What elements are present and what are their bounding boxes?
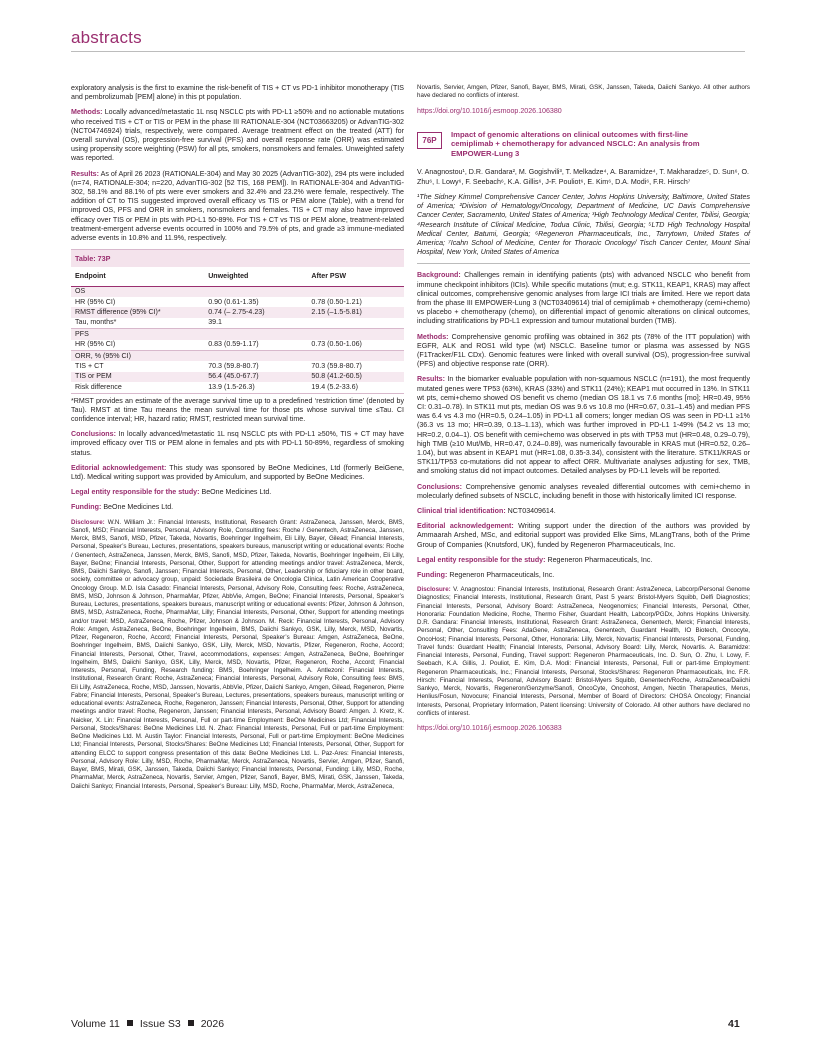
results-heading-76p: Results: xyxy=(417,375,445,384)
section-header: abstracts xyxy=(71,28,142,47)
conclusions-heading: Conclusions: xyxy=(71,430,116,439)
background-heading: Background: xyxy=(417,271,461,280)
results-heading: Results: xyxy=(71,169,99,178)
table-row xyxy=(71,382,404,393)
conclusions-paragraph-76p xyxy=(417,483,750,501)
table-cell: 2.15 (–1.5-5.81) xyxy=(307,307,404,317)
table-header-unweighted: Unweighted xyxy=(204,267,307,286)
table-cell: 13.9 (1.5-26.3) xyxy=(204,382,307,393)
table-cell: 70.3 (59.8-80.7) xyxy=(311,361,362,370)
table-cell xyxy=(307,318,404,329)
table-cell: OS xyxy=(71,286,204,297)
methods-heading: Methods: xyxy=(71,108,103,117)
table-row xyxy=(71,318,404,329)
doi-link-76p-prev[interactable]: https://doi.org/10.1016/j.esmoop.2026.106380 xyxy=(417,106,562,115)
table-cell: 56.4 (45.0-67.7) xyxy=(204,372,307,382)
table-cell xyxy=(307,329,404,340)
table-cell xyxy=(204,286,307,297)
disclosure-heading-76p: Disclosure: xyxy=(417,586,451,594)
table-cell: ORR, % (95% CI) xyxy=(71,351,204,362)
editorial-paragraph xyxy=(71,464,404,482)
table-cell: TIS or PEM xyxy=(71,372,204,382)
table-cell: 0.78 (0.50-1.21) xyxy=(311,297,362,306)
table-header-after-psw: After PSW xyxy=(307,267,404,286)
legal-text-76p: Regeneron Pharmaceuticals, Inc. xyxy=(547,555,653,564)
methods-paragraph xyxy=(71,108,404,163)
editorial-text-76p: Writing support under the direction of the authors was provided by Ammaarah Arshed, MSc, and editorial support was provided Elke Sims, MLangTrans, both of the Prime Group of Companies (Knutsford, UK), funded by Regeneron Pharmaceuticals, Inc. xyxy=(417,522,750,549)
table-row xyxy=(71,286,404,297)
conclusions-text-76p: Comprehensive genomic analyses revealed differential outcomes with cemi+chemo in molecularly defined subsets of NSCLC, including benefit in those with historically limited ICI response. xyxy=(417,482,750,500)
doi-link-76p[interactable]: https://doi.org/10.1016/j.esmoop.2026.106383 xyxy=(417,724,562,733)
table-row xyxy=(71,297,404,307)
background-text: Challenges remain in identifying patients (pts) with advanced NSCLC who benefit from immune checkpoint inhibitors (ICIs). While specific mutations (mut; e.g. STK11, KEAP1, KRAS) may affect clinical outcomes, comprehensive genomic analyses from large ICI trials are limited. Here we report data from the phase III EMPOWER-Lung 3 (NCT03409614) trial of cemiplimab + chemotherapy (cemi+chemo) vs placebo + chemotherapy (chemo), on differential impact of genomic alterations on clinical outcomes, including stratifications by PD-L1 expression and tumour mutational burden (TMB). xyxy=(417,271,750,326)
funding-heading-76p: Funding: xyxy=(417,571,448,579)
table-header-row xyxy=(71,267,404,286)
table-row xyxy=(71,372,404,382)
table-cell: 50.8 (41.2-60.5) xyxy=(307,372,404,382)
table-cell xyxy=(204,351,307,362)
table-cell: 0.90 (0.61-1.35) xyxy=(208,297,259,306)
table-cell: 0.83 (0.59-1.17) xyxy=(208,340,259,349)
disclosure-text: W.N. William Jr.: Financial Interests, Institutional, Research Grant: AstraZeneca, Janssen, Merck, BMS, Sanofi, MSD; Financial Interests, Personal, Advisory Role, Consulting fees: Roche / Genentech, AstraZeneca, Janssen, Merck, BMS, Sanofi, MSD, Pfizer, Takeda, Novartis, Boehringer Ingelheim, Eli Lilly, Bayer, Gilead; Financial Interests, Personal, Speaker’s Bureau, Lectures, presentations, speakers bureaus, manuscript writing or educational events: Roche / Genentech, AstraZeneca, Janssen, Merck, BMS, Sanofi, MSD, Pfizer, Takeda, Novartis, Boehringer Ingelheim, Eli Lilly, Bayer, BeOne; Financial Interests, Personal, Other, Support for attending meetings and/or travel: AstraZeneca, Merck, BMS, Daiichi Sankyo, Sanofi, Janssen; Financial Interests, Personal, Other, Leadership or fiduciary role in other board, society, committee or advocacy group, unpaid: Sociedade Brasileira de Oncologia Clínica, Latin American Cooperative Oncology Group. M.D. Isla Casado: Financial Interests, Personal, Advisory Role, Consulting fees: Roche, AstraZeneca, BMS, MSD, Johnson & Johnson, PharmaMar, Pfizer, AbbVie, Amgen, BeOne; Financial Interests, Personal, Speaker’s Bureau, Lectures, presentations, speakers bureaus, manuscript writing or educational events: Pfizer, Johnson & Johnson, BMS, MSD, AstraZeneca, Roche, PharmaMar, Lilly; Financial Interests, Personal, Other, Support for attending meetings and/or travel: MSD, AstraZeneca, Roche, Pfizer, Johnson & Johnson. M. Reck: Financial Interests, Personal, Advisory Role: Amgen, AstraZeneca, BeOne, Boehringer Ingelheim, BMS, Daiichi Sankyo, GSK, Lilly, Merck, MSD, Novartis, Pfizer, Regeneron, Roche, Accord; Financial Interests, Personal, Speaker’s Bureau: Amgen, AstraZeneca, BeOne, Boehringer Ingelheim, BMS, Daiichi Sankyo, GSK, Lilly, Merck, MSD, Novartis, Pfizer, Regeneron, Roche, Accord; Financial Interests, Personal, Other, Travel, accommodations, expenses: Amgen, AstraZeneca, BeOne, Boehringer Ingelheim, BMS, Daiichi Sankyo, GSK, Lilly, Merck, MSD, Novartis, Pfizer, Regeneron, Roche, Accord; Financial Interests, Personal, Funding, Research funding: BMS, Boehringer Ingelheim. A. Antlezoni: Financial Interests, Institutional, Research Grant: Roche, AstraZeneca; Financial Interests, Personal, Advisory Role, Consulting fees: BMS, Eli Lilly, AstraZeneca, Roche, MSD, Janssen, Novartis, AbbVie, Pfizer, Daiichi Sankyo, Amgen, Gilead, Regeneron, Pierre Fabre; Financial Interests, Personal, Speaker’s Bureau, Lectures, presentations, speakers bureaus, manuscript writing or educational events: AstraZeneca, Roche, Regeneron, Janssen; Financial Interests, Personal, Other, Support for attending meetings and/or travel: Roche, Regeneron, Janssen; Financial Interests, Personal, Advisory Board: Amgen. J. Kretz, K. Naicker, X. Lin: Financial Interests, Personal, Full or part-time Employment: BeOne Medicines Ltd; Financial Interests, Personal, Stocks/Shares: BeOne Medicines Ltd. N. Zhao: Financial Interests, Personal, Full or part-time Employment: BeOne Medicines Ltd. M. Austin Taylor: Financial Interests, Personal, Full or part-time Employment: BeOne Medicines Ltd; Financial Interests, Personal, Stocks/Shares: BeOne Medicines Ltd; Financial Interests, Personal, Other, Support for attending ELCC to support congress presentation of this data: BeOne Medicines Ltd. L. Paz-Ares: Financial Interests, Personal, Advisory Role: Lilly, MSD, Roche, PharmaMar, Merck, AstraZeneca, Novartis, Servier, Amgen, Pfizer, Sanofi, Bayer, BMS, Mirati, GSK, Janssen, Takeda, Daiichi Sankyo; Financial Interests, Personal, Funding: Lilly, MSD, Roche, PharmaMar, Merck, AstraZeneca, Novartis, Servier, Amgen, Pfizer, Sanofi, Bayer, BMS, Mirati, GSK, Janssen, Takeda, Daiichi Sankyo; Financial Interests, Personal, Speaker’s Bureau: Lilly, MSD, Roche, PharmaMar, Merck, AstraZeneca, xyxy=(71,518,404,790)
editorial-heading: Editorial acknowledgement: xyxy=(71,463,167,472)
funding-text: BeOne Medicines Ltd. xyxy=(103,503,174,512)
table-cell: 0.74 (– 2.75-4.23) xyxy=(204,307,307,317)
table-row xyxy=(71,307,404,317)
table-header-endpoint: Endpoint xyxy=(71,267,204,286)
results-paragraph-76p xyxy=(417,375,750,476)
editorial-heading-76p: Editorial acknowledgement: xyxy=(417,522,514,531)
data-table xyxy=(71,267,404,393)
affiliations: ¹The Sidney Kimmel Comprehensive Cancer Center, Johns Hopkins University, Baltimore, United States of America; ²Division of Hematology/Oncology, Department of Medicine, UC Davis Comprehensive Cancer Center, Sacramento, United States of America; ³High Technology Medical Center, Tbilisi, Georgia; ⁴Research Institute of Clinical Medicine, Todua Clinic, Tbilisi, Georgia; ⁵LTD High Technology Hospital Medical Center, Batumi, Georgia; ⁶Regeneron Pharmaceuticals, Inc., Tarrytown, United States of America; ⁷Icahn School of Medicine, Center for Thoracic Oncology/ Tisch Cancer Center, Mount Sinai Hospital, New York, United States of America xyxy=(417,193,750,264)
results-paragraph xyxy=(71,170,404,244)
funding-paragraph xyxy=(71,503,404,512)
editorial-text: This study was sponsored by BeOne Medicines, Ltd (formerly BeiGene, Ltd). Medical writing support was provided by Amiculum, and supported by BeOne Medicines. xyxy=(71,463,404,481)
conclusions-text: In locally advanced/metastatic 1L nsq NSCLC pts with PD-L1 ≥50%, TIS + CT may have improved efficacy over TIS or PEM alone in females and pts with PD-L1 50-89%, regardless of smoking status. xyxy=(71,430,404,457)
table-cell: HR (95% CI) xyxy=(75,340,116,349)
table-cell: Tau, months* xyxy=(75,318,117,327)
page-number: 41 xyxy=(728,1018,740,1030)
trial-id-paragraph xyxy=(417,507,750,516)
author-list: V. Anagnostou¹, D.R. Gandara², M. Gogishvili³, T. Melkadze⁴, A. Baramidze⁴, T. Makharadze⁵, D. Sun⁶, O. Zhu⁶, I. Lowy⁶, F. Seebach⁶, K.A. Gillis⁶, J-F. Pouliot⁶, E. Kim⁶, D.A. Modi⁶, F.R. Hirsch⁷ xyxy=(417,168,749,186)
table-cell: 39.1 xyxy=(208,318,222,327)
table-row xyxy=(71,340,404,351)
intro-text: exploratory analysis is the first to examine the risk-benefit of TIS + CT vs PD-1 inhibitor monotherapy (TIS and pembrolizumab [PEM] alone) in this pt population. xyxy=(71,84,404,102)
table-cell: PFS xyxy=(71,329,204,340)
right-column xyxy=(417,84,750,739)
header-divider xyxy=(71,51,745,52)
footer-volume: Volume 11 xyxy=(71,1018,120,1030)
table-cell xyxy=(307,351,404,362)
funding-text-76p: Regeneron Pharmaceuticals, Inc. xyxy=(449,571,555,579)
page-footer xyxy=(71,1018,224,1030)
abstract-title: Impact of genomic alterations on clinical outcomes with first-line cemiplimab + chemotherapy for advanced NSCLC: An analysis from EMPOWER-Lung 3 xyxy=(451,129,700,158)
conclusions-paragraph xyxy=(71,430,404,458)
legal-heading-76p: Legal entity responsible for the study: xyxy=(417,555,546,564)
legal-text: BeOne Medicines Ltd. xyxy=(201,488,272,497)
funding-heading: Funding: xyxy=(71,503,102,512)
methods-paragraph-76p xyxy=(417,333,750,370)
table-cell: 70.3 (59.8-80.7) xyxy=(208,361,259,370)
disclosure-continued: Novartis, Servier, Amgen, Pfizer, Sanofi, Bayer, BMS, Mirati, GSK, Janssen, Takeda, Daiichi Sankyo. All other authors have declared no conflicts of interest. xyxy=(417,84,750,100)
square-separator-icon xyxy=(188,1020,194,1026)
legal-paragraph xyxy=(71,488,404,497)
footer-issue: Issue S3 xyxy=(139,1018,181,1030)
table-cell: HR (95% CI) xyxy=(75,297,116,306)
results-text-76p: In the biomarker evaluable population with non-squamous NSCLC (n=191), the most frequently mutated genes were TP53 (63%), KRAS (33%) and STK11 (24%); KEAP1 mut occurred in 13%. In STK11 wt pts, cemi+chemo showed OS benefit vs chemo (median OS 18.1 vs 7.6 months [mo]; HR=0.49, 95% CI: 0.31–0.78). In STK11 mut pts, median OS was 9.6 vs 10.8 mo (HR=0.67, 0.31–1.45) and median PFS was 6.4 vs 4.3 mo (HR=0.5, 0.24–1.05) in PD-L1 all comers; longer median OS was seen in PD-L1 ≥1% (36.3 vs 13 mo; HR=0.39, 0.13–1.13), which was further improved in PD-L1 1-49% (54.2 vs 13 mo; HR=0.2, 0.04–1). OS benefit with cemi+chemo was observed in pts with TP53 mut (HR=0.48, 0.29–0.79), high TMB (≥10 Mut/Mb, HR=0.47, 0.24–0.89), was numerically favourable in KRAS mut (HR=0.52, 0.26–1.04), but was absent in KEAP1 mut (HR=1.08, 0.35-3.34), consistent with the literature. STK11/KRAS or STK11/TP53 co-mutations did not appear to affect ORR. Multivariate analyses adjusting for sex, TMB, and smoking status did not impact outcomes. Detailed analyses by PD-L1 levels will be reported. xyxy=(417,375,750,476)
results-table xyxy=(71,249,404,393)
methods-text-76p: Comprehensive genomic profiling was obtained in 362 pts (78% of the ITT population) with EGFR, ALK and ROS1 wild type (wt) NSCLC. Baseline tumor or plasma was assessed by NGS (F1Tracker/F1L CDx). Genomic features were linked with overall survival (OS), progression-free survival (PFS) and objective response rate (ORR). xyxy=(417,332,750,369)
left-column xyxy=(71,84,404,797)
funding-paragraph-76p xyxy=(417,571,750,580)
footer-year: 2026 xyxy=(200,1018,225,1030)
conclusions-heading-76p: Conclusions: xyxy=(417,482,462,491)
table-footnote: *RMST provides an estimate of the average survival time up to a predefined ‘restriction time’ (denoted by Tau). RMST at time Tau means the mean survival time for those pts whose survival time ≤Tau. CI confidence interval; HR, hazard ratio; RMST, restricted mean survival time. xyxy=(71,396,404,423)
editorial-paragraph-76p xyxy=(417,522,750,550)
abstract-id-badge: 76P xyxy=(417,132,442,149)
table-cell xyxy=(204,329,307,340)
table-cell: TIS + CT xyxy=(75,361,104,370)
square-separator-icon xyxy=(127,1020,133,1026)
methods-text: Locally advanced/metastatic 1L nsq NSCLC pts with PD-L1 ≥50% and no actionable mutations who received TIS + CT or TIS or PEM in the phase III RATIONALE-304 (NCT03663205) or AdvanTIG-302 (NCT04746924) trials, respectively, were compared. Average treatment effect on the treated (ATT) for overall survival (OS), progression-free survival (PFS) and overall response rate (ORR) was estimated using propensity score weighting (PSW) for all pts, smokers, nonsmokers and females. Unweighted safety was reported. xyxy=(71,108,404,163)
legal-paragraph-76p xyxy=(417,556,750,565)
table-row xyxy=(71,361,404,371)
disclosure-heading: Disclosure: xyxy=(71,518,105,526)
trial-id-heading: Clinical trial identification: xyxy=(417,506,506,515)
table-cell: 0.73 (0.50-1.06) xyxy=(311,340,362,349)
disclosure-paragraph-76p xyxy=(417,586,750,718)
table-cell xyxy=(307,286,404,297)
methods-heading-76p: Methods: xyxy=(417,332,449,341)
table-row xyxy=(71,351,404,362)
table-cell: RMST difference (95% CI)* xyxy=(71,307,204,317)
table-caption: Table: 73P xyxy=(71,250,404,267)
disclosure-text-76p: V. Anagnostou: Financial Interests, Institutional, Research Grant: AstraZeneca, Labcorp/Personal Genome Diagnostics; Financial Interests, Institutional, Research Grant, Past 5 years: Bristol-Myers Squibb, Delfi Diagnostics; Financial Interests, Personal, Advisory Board: AstraZeneca, Neogenomics; Financial Interests, Personal, Other, Honoraria: Foundation Medicine, Roche, Thermo Fisher, Guardant Health, Labcorp/PGDx, Johns Hopkins University. D.R. Gandara: Financial Interests, Institutional, Research Grant: AstraZeneca, Genentech, Merck; Financial Interests, Personal, Other, Consulting Fees: AdaGene, AstraZeneca, Genentech, Guardant Health, IO Biotech, Oncocyte, OncoHost; Financial Interests, Personal, Other, Honoraria: Lilly, Merck, Novartis; Financial Interests, Personal, Funding, Travel funds: Guardant Health; Financial Interests, Personal, Advisory Board: Lilly, Merck, Novartis. A. Baramidze: Financial Interests, Personal, Funding, Travel support: Regeneron Pharmaceuticals, Inc. D. Sun, O. Zhu, I. Lowy, F. Seebach, K.A. Gillis, J. Pouliot, E. Kim, D.A. Modi: Financial Interests, Personal, Full or part-time Employment: Regeneron Pharmaceuticals, Inc.; Financial Interests, Personal, Stocks/Shares: Regeneron Pharmaceuticals, Inc. F.R. Hirsch: Financial Interests, Personal, Advisory Board: Bristol-Myers Squibb, Genentech/Roche, AstraZeneca/Daiichi Sankyo, Merck, Novartis, Regeneron/Genzyme/Sanofi, OncoCyte, Oncohost, Amgen, Nectin Therapeutics, Merus, Henlius/Fosun, Novocure; Financial Interests, Personal, Member of Board of Directors: CHOSA Oncology; Financial Interests, Personal, Proprietary Information, Patent licensing: University of Colorado. All other authors have declared no conflicts of interest. xyxy=(417,586,750,717)
table-cell: 19.4 (5.2-33.6) xyxy=(307,382,404,393)
legal-heading: Legal entity responsible for the study: xyxy=(71,488,200,497)
results-text: As of April 26 2023 (RATIONALE-304) and May 30 2025 (AdvanTIG-302), 294 pts were included (n=74, RATIONALE-304; n=220, AdvanTIG-302 [52 TIS, 168 PEM]). In RATIONALE-304 and AdvanTIG-302, 58.1% and 88.1% of pts were ever smokers and 32.4% and 23.2% were female, respectively. The addition of CT to TIS suggested improved overall efficacy vs TIS or PEM alone (Table), with a trend for improved OS, PFS and ORR in smokers, nonsmokers and females. TIS + CT may also have improved efficacy over TIS or PEM in pts with PD-L1 50-89%. For TIS + CT vs TIS or PEM alone, treatment-related treatment-emergent adverse events occurred in 100% and 79.5% of pts, and grade ≥3 immune-mediated adverse events in 10.8% and 11.9%, respectively. xyxy=(71,169,404,243)
abstract-header xyxy=(417,130,750,159)
background-paragraph xyxy=(417,271,750,326)
table-row xyxy=(71,329,404,340)
trial-id-text: NCT03409614. xyxy=(507,506,556,515)
table-cell: Risk difference xyxy=(71,382,204,393)
disclosure-paragraph xyxy=(71,519,404,791)
